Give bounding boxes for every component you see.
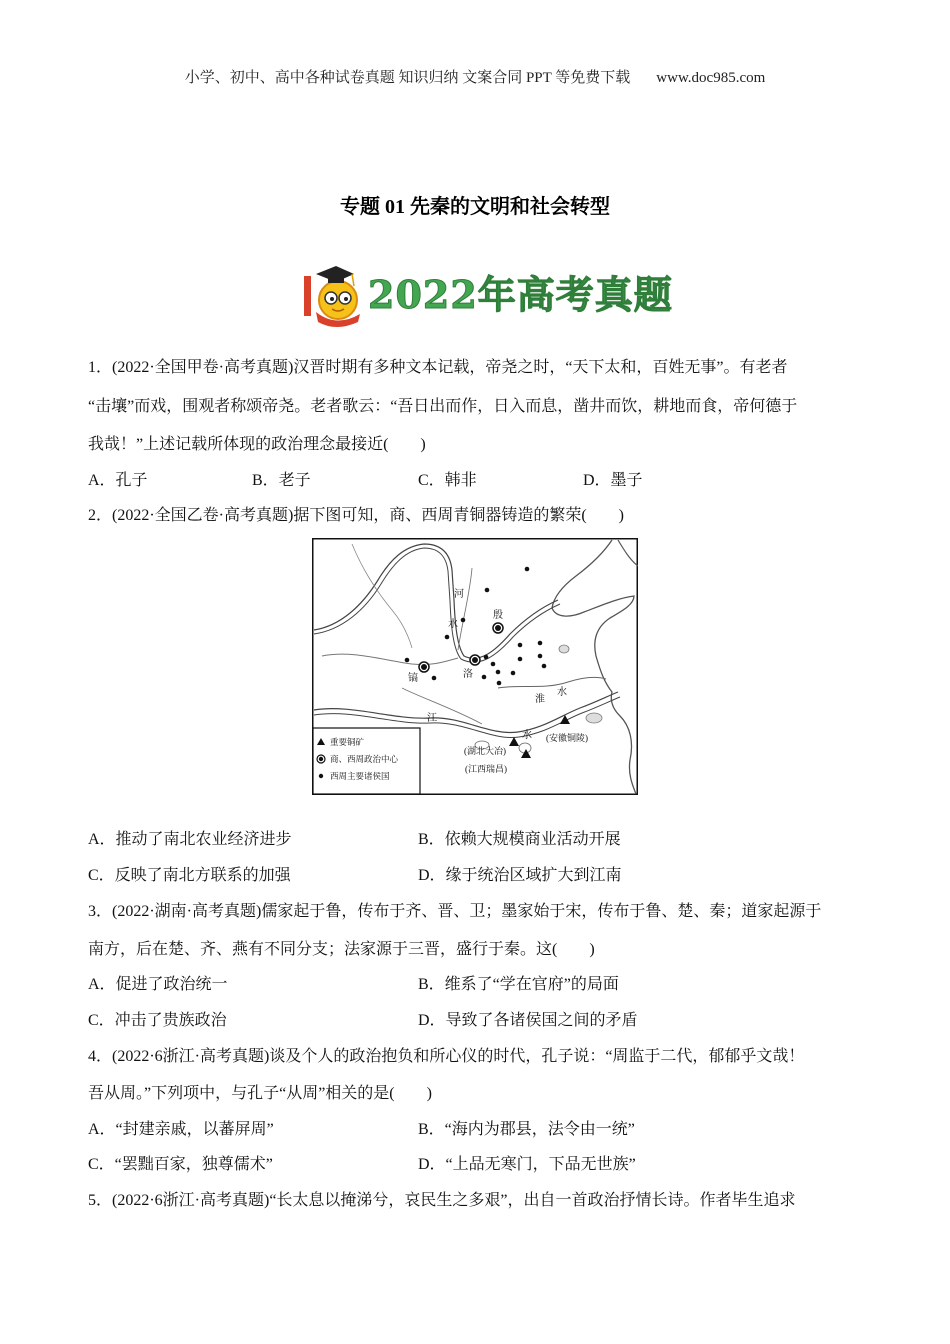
- q1-option-c[interactable]: C．韩非: [418, 472, 477, 489]
- q2-option-d[interactable]: D．缘于统治区域扩大到江南: [418, 867, 622, 884]
- political-center-marker-yin: [493, 623, 503, 633]
- map-label-yin: 殷: [493, 610, 503, 621]
- page-title: 专题 01 先秦的文明和社会转型: [340, 196, 610, 218]
- vassal-state-dot: [511, 671, 516, 676]
- legend-vassal-state-label: 西周主要诸侯国: [330, 771, 390, 781]
- vassal-state-dot: [484, 655, 489, 660]
- vassal-state-dot: [491, 662, 496, 667]
- map-label-luo: 洛: [463, 669, 473, 680]
- vassal-state-dot: [525, 567, 530, 572]
- q4-line-2: 吾从周。”下列项中，与孔子“从周”相关的是( ): [88, 1085, 432, 1102]
- vassal-state-dot: [518, 657, 523, 662]
- q2-line-1: 2．(2022·全国乙卷·高考真题)据下图可知，商、西周青铜器铸造的繁荣( ): [88, 507, 624, 524]
- map-label-huai: 淮: [535, 694, 545, 705]
- vassal-state-dot: [496, 670, 501, 675]
- q1-line-3: 我哉！”上述记载所体现的政治理念最接近( ): [88, 436, 426, 453]
- site-header: [0, 68, 950, 88]
- graduation-cap-tassel: [352, 274, 354, 286]
- q4-option-c[interactable]: C．“罢黜百家，独尊儒术”: [88, 1156, 273, 1173]
- legend-copper-mine-label: 重要铜矿: [330, 737, 365, 747]
- banner-title: 2022年高考真题: [368, 272, 673, 317]
- vassal-state-dot: [461, 618, 466, 623]
- legend-political-center-label: 商、西周政治中心: [330, 754, 399, 764]
- map-label-jiang-shui: 水: [522, 730, 532, 741]
- mascot-pupil-left: [330, 297, 334, 301]
- q4-option-a[interactable]: A．“封建亲戚，以蕃屏周”: [88, 1121, 274, 1138]
- map-label-anhui-tongling: (安徽铜陵): [546, 733, 588, 743]
- map-label-he: 河: [454, 589, 464, 600]
- site-url[interactable]: www.doc985.com: [656, 70, 766, 86]
- map-label-jiang: 江: [427, 713, 437, 724]
- q1-option-b[interactable]: B．老子: [252, 472, 311, 489]
- bronze-map-figure: [312, 538, 638, 795]
- mascot-side-tag: [304, 276, 311, 316]
- mascot-pupil-right: [344, 297, 348, 301]
- legend-vassal-state-icon: [319, 774, 323, 778]
- q1-line-2: “击壤”而戏，围观者称颂帝尧。老者歌云：“吾日出而作，日入而息，凿井而饮，耕地而食，帝何德于: [88, 398, 798, 415]
- map-legend: [313, 728, 420, 794]
- map-label-hao: 镐: [408, 673, 418, 684]
- vassal-state-dot: [405, 658, 410, 663]
- q2-option-a[interactable]: A．推动了南北农业经济进步: [88, 831, 292, 848]
- map-lake-hongze: [559, 645, 569, 653]
- mascot-logo-icon: [302, 262, 368, 328]
- legend-political-center-icon-inner: [319, 757, 323, 761]
- q2-option-c[interactable]: C．反映了南北方联系的加强: [88, 867, 291, 884]
- vassal-state-dot: [542, 664, 547, 669]
- q1-option-d[interactable]: D．墨子: [583, 472, 643, 489]
- q1-option-a[interactable]: A．孔子: [88, 472, 148, 489]
- political-center-marker-luo: [470, 655, 480, 665]
- q4-option-d[interactable]: D．“上品无寒门，下品无世族”: [418, 1156, 636, 1173]
- q3-line-2: 南方，后在楚、齐、燕有不同分支；法家源于三晋，盛行于秦。这( ): [88, 941, 595, 958]
- vassal-state-dot: [445, 635, 450, 640]
- map-label-he-shui: 水: [448, 619, 458, 630]
- political-center-marker-hao: [419, 662, 429, 672]
- q3-option-b[interactable]: B．维系了“学在官府”的局面: [418, 976, 619, 993]
- site-header-text: 小学、初中、高中各种试卷真题 知识归纳 文案合同 PPT 等免费下载: [184, 70, 631, 86]
- map-lake-taihu: [586, 713, 602, 723]
- q2-option-b[interactable]: B．依赖大规模商业活动开展: [418, 831, 621, 848]
- vassal-state-dot: [538, 654, 543, 659]
- vassal-state-dot: [432, 676, 437, 681]
- vassal-state-dot: [497, 681, 502, 686]
- map-label-jiangxi-ruichang: (江西瑞昌): [465, 764, 507, 774]
- q3-option-c[interactable]: C．冲击了贵族政治: [88, 1012, 227, 1029]
- vassal-state-dot: [482, 675, 487, 680]
- map-label-huai-shui: 水: [557, 687, 567, 698]
- vassal-state-dot: [485, 588, 490, 593]
- q3-option-a[interactable]: A．促进了政治统一: [88, 976, 228, 993]
- q4-option-b[interactable]: B．“海内为郡县，法令由一统”: [418, 1121, 635, 1138]
- vassal-state-dot: [538, 641, 543, 646]
- q5-line-1: 5．(2022·6浙江·高考真题)“长太息以掩涕兮，哀民生之多艰”，出自一首政治抒情长诗。作者毕生追求: [88, 1192, 796, 1209]
- vassal-state-dot: [518, 643, 523, 648]
- q1-line-1: 1．(2022·全国甲卷·高考真题)汉晋时期有多种文本记载，帝尧之时，“天下太和，百姓无事”。有老者: [88, 359, 788, 376]
- graduation-cap-base: [328, 276, 344, 283]
- q3-option-d[interactable]: D．导致了各诸侯国之间的矛盾: [418, 1012, 638, 1029]
- q4-line-1: 4．(2022·6浙江·高考真题)谈及个人的政治抱负和所心仪的时代，孔子说：“周监于二代，郁郁乎文哉！: [88, 1048, 805, 1065]
- q3-line-1: 3．(2022·湖南·高考真题)儒家起于鲁，传布于齐、晋、卫；墨家始于宋，传布于鲁、楚、秦；道家起源于: [88, 903, 822, 920]
- map-label-hubei-daye: (湖北大冶): [464, 746, 506, 756]
